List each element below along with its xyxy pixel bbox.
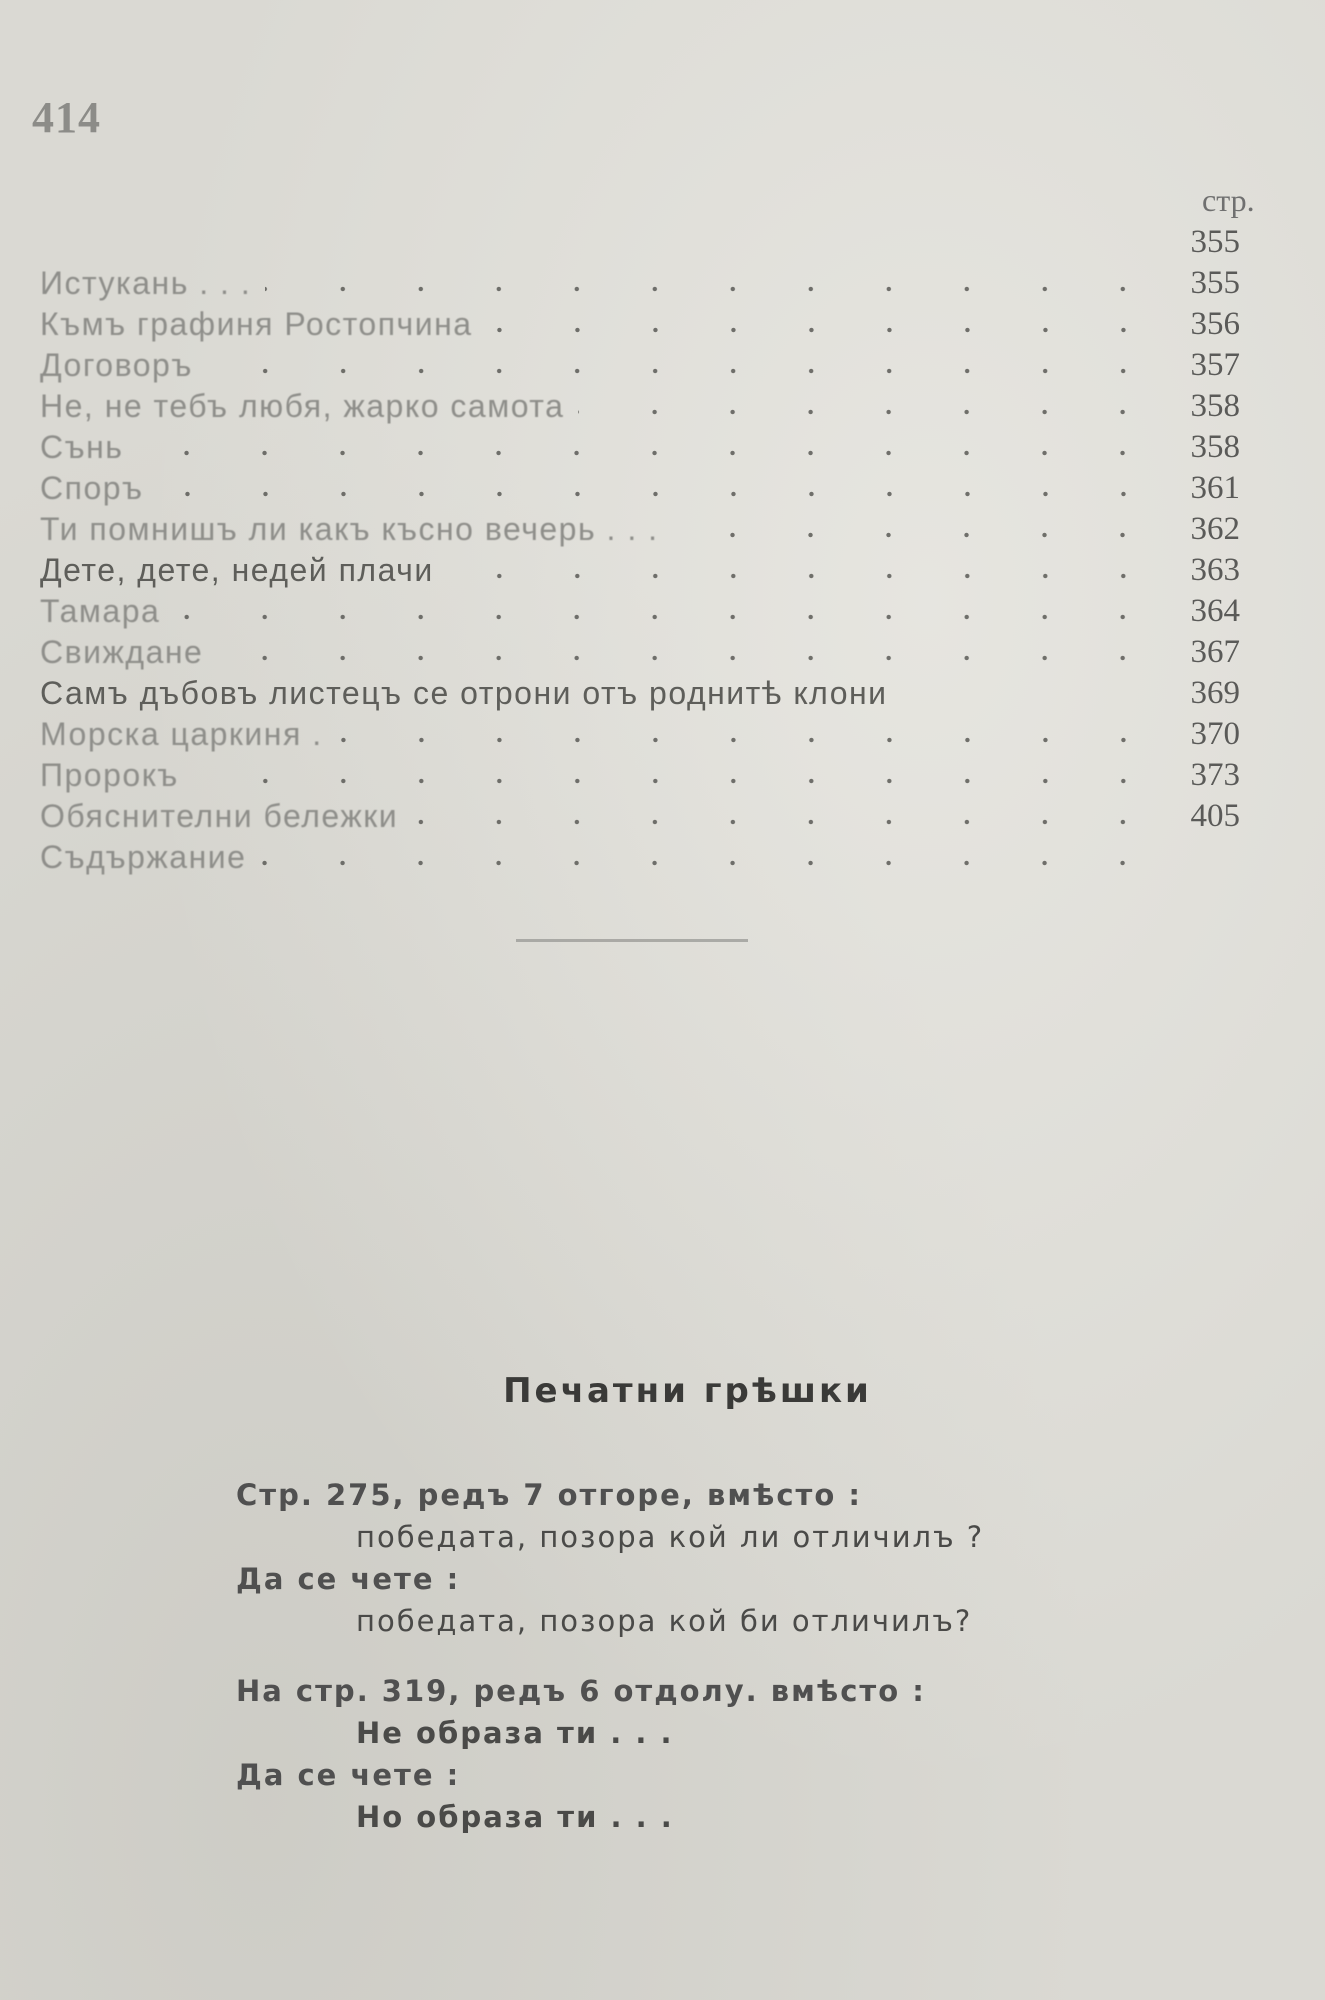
toc-row [40, 548, 1240, 589]
toc-entry-title: Сънь [40, 429, 124, 465]
toc-page-column-header: стр. [1202, 182, 1255, 218]
toc-dot-leader [207, 368, 1162, 374]
errata-reference: На стр. 319, редъ 6 отдолу. вмѣсто : [236, 1674, 926, 1708]
toc-dot-leader [158, 491, 1162, 497]
toc-entry-page: 358 [1190, 429, 1240, 465]
toc-row [40, 384, 1240, 425]
toc-entry-title: Къмъ графиня Ростопчина [40, 306, 473, 342]
toc-entry-page: 357 [1190, 347, 1240, 383]
toc-entry-page: 358 [1190, 388, 1240, 424]
toc-entry-title: Съдържание [40, 839, 247, 875]
errata-wrong-text: Не образа ти . . . [356, 1716, 674, 1750]
toc-dot-leader [137, 450, 1162, 456]
toc-entry-title: Пророкъ [40, 757, 179, 793]
toc-entry-page: 355 [1190, 224, 1240, 260]
toc-dot-leader [672, 532, 1162, 538]
toc-row [40, 753, 1240, 794]
toc-entry-title: Споръ [40, 470, 144, 506]
section-divider [516, 939, 748, 942]
toc-entry-page: 363 [1190, 552, 1240, 588]
errata-read-as: Да се чете : [236, 1758, 461, 1792]
toc-dot-leader [174, 614, 1162, 620]
toc-row [40, 302, 1240, 343]
errata-spacer [236, 1642, 1196, 1670]
toc-row [40, 466, 1240, 507]
toc-entry-page: 355 [1190, 265, 1240, 301]
toc-entry-page: 362 [1190, 511, 1240, 547]
toc-row [40, 712, 1240, 753]
toc-row [40, 425, 1240, 466]
toc-entry-title: Ти помнишъ ли какъ късно вечерь . . . [40, 511, 659, 547]
toc-dot-leader [265, 286, 1162, 292]
toc-entry-page: 356 [1190, 306, 1240, 342]
toc-row [40, 835, 1240, 876]
toc-dot-leader [193, 778, 1162, 784]
errata-list [236, 1474, 1196, 1838]
toc-entry-title: Дете, дете, недей плачи [40, 552, 434, 588]
toc-row [40, 794, 1240, 835]
page-number: 414 [32, 93, 101, 142]
toc-row [40, 261, 1240, 302]
toc-row [40, 220, 1240, 261]
errata-reference: Стр. 275, редъ 7 отгоре, вмѣсто : [236, 1478, 862, 1512]
toc-entry-title: Обяснителни бележки [40, 798, 399, 834]
toc-entry-page: 367 [1190, 634, 1240, 670]
toc-dot-leader [578, 409, 1162, 415]
toc-row [40, 589, 1240, 630]
errata-read-as: Да се чете : [236, 1562, 461, 1596]
toc-dot-leader [487, 327, 1162, 333]
toc-entry-page: 361 [1190, 470, 1240, 506]
toc-rows [40, 220, 1240, 876]
errata-correct-text: победата, позора кой би отличилъ? [356, 1604, 973, 1638]
toc-entry-title: Самъ дъбовъ листецъ се отрони отъ роднитѣ клони [40, 675, 888, 711]
toc-entry-title: Не, не тебъ любя, жарко самота [40, 388, 565, 424]
toc-entry-title: Морска царкиня . [40, 716, 323, 752]
toc-dot-leader [260, 860, 1162, 866]
toc-entry-title: Тамара [40, 593, 161, 629]
toc-entry-page: 405 [1190, 798, 1240, 834]
errata-heading: Печатни грѣшки [503, 1371, 872, 1411]
toc-dot-leader [337, 737, 1162, 743]
toc-entry-title: Свиждане [40, 634, 204, 670]
toc-entry-title: Истукань . . . [40, 265, 252, 301]
toc-row [40, 507, 1240, 548]
toc-entry-page: 370 [1190, 716, 1240, 752]
toc-row [40, 343, 1240, 384]
errata-correct-text: Но образа ти . . . [356, 1800, 674, 1834]
toc-entry-title: Договоръ [40, 347, 193, 383]
toc-entry-page: 373 [1190, 757, 1240, 793]
toc-dot-leader [217, 655, 1162, 661]
toc-dot-leader [448, 573, 1162, 579]
errata-wrong-text: победата, позора кой ли отличилъ ? [356, 1520, 985, 1554]
toc-dot-leader [412, 819, 1162, 825]
toc-row [40, 630, 1240, 671]
toc-entry-page: 364 [1190, 593, 1240, 629]
toc-row [40, 671, 1240, 712]
toc-entry-page: 369 [1190, 675, 1240, 711]
